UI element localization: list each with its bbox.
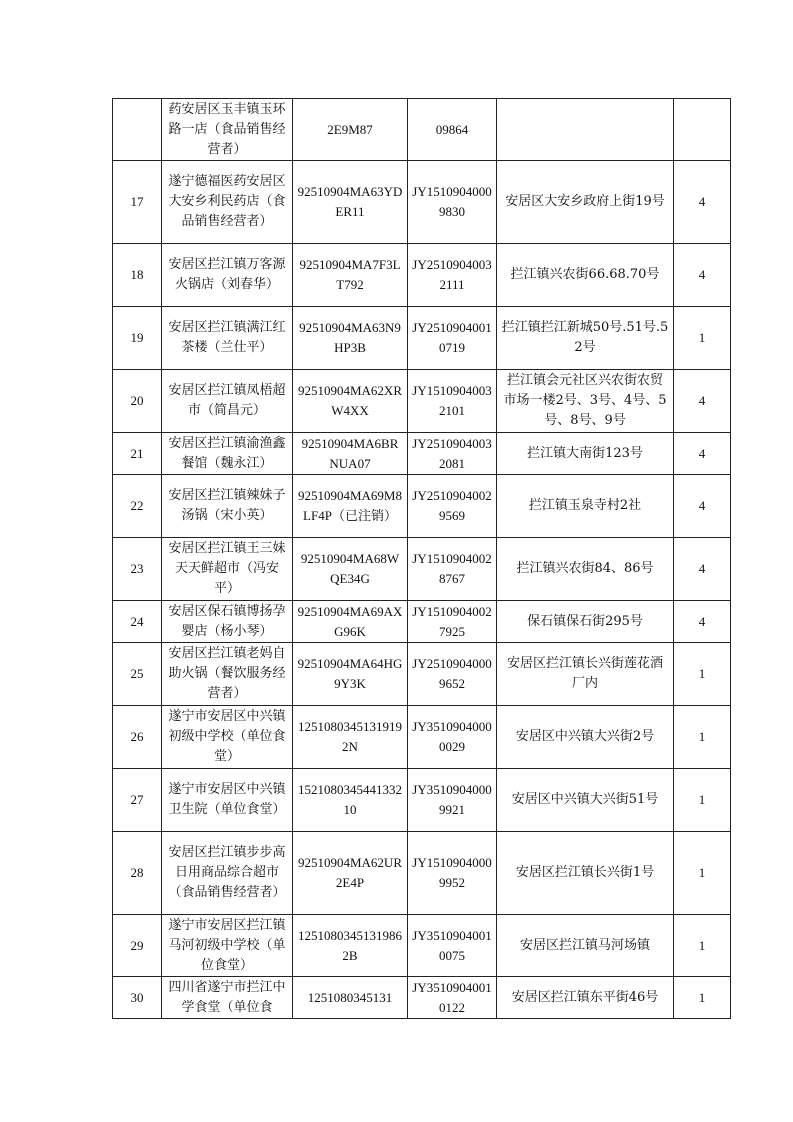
business-address-cell: 安居区中兴镇大兴街51号	[497, 769, 674, 832]
license-number-cell: 09864	[408, 99, 497, 161]
business-name-cell: 四川省遂宁市拦江中学食堂（单位食	[162, 977, 293, 1019]
table-row	[113, 706, 731, 769]
table-row	[113, 601, 731, 643]
item-count-cell: 1	[674, 769, 731, 832]
table-row	[113, 244, 731, 307]
credit-code-cell: 2E9M87	[293, 99, 408, 161]
license-number-cell: JY35109040010122	[408, 977, 497, 1019]
credit-code-cell: 92510904MA68WQE34G	[293, 538, 408, 601]
row-number-cell	[113, 99, 162, 161]
credit-code-cell: 92510904MA6BRNUA07	[293, 433, 408, 475]
table-row	[113, 643, 731, 706]
credit-code-cell: 92510904MA64HG9Y3K	[293, 643, 408, 706]
document-page	[112, 98, 722, 1019]
table-row	[113, 433, 731, 475]
license-number-cell: JY25109040032111	[408, 244, 497, 307]
credit-code-cell: 92510904MA69AXG96K	[293, 601, 408, 643]
business-address-cell: 拦江镇拦江新城50号.51号.52号	[497, 307, 674, 370]
business-address-cell: 拦江镇玉泉寺村2社	[497, 475, 674, 538]
item-count-cell: 4	[674, 370, 731, 433]
table-row	[113, 161, 731, 244]
item-count-cell: 1	[674, 915, 731, 977]
business-address-cell: 保石镇保石街295号	[497, 601, 674, 643]
business-address-cell: 拦江镇大南街123号	[497, 433, 674, 475]
business-name-cell: 遂宁市安居区中兴镇卫生院（单位食堂）	[162, 769, 293, 832]
business-address-cell: 拦江镇兴农街66.68.70号	[497, 244, 674, 307]
item-count-cell: 1	[674, 307, 731, 370]
item-count-cell: 1	[674, 977, 731, 1019]
business-name-cell: 遂宁德福医药安居区大安乡利民药店（食品销售经营者）	[162, 161, 293, 244]
license-number-cell: JY15109040032101	[408, 370, 497, 433]
business-address-cell: 安居区拦江镇长兴街1号	[497, 832, 674, 915]
row-number-cell: 23	[113, 538, 162, 601]
business-name-cell: 遂宁市安居区拦江镇马河初级中学校（单位食堂）	[162, 915, 293, 977]
item-count-cell: 1	[674, 643, 731, 706]
license-number-cell: JY35109040000029	[408, 706, 497, 769]
business-name-cell: 安居区拦江镇步步高日用商品综合超市（食品销售经营者）	[162, 832, 293, 915]
license-number-cell: JY25109040029569	[408, 475, 497, 538]
table-row	[113, 832, 731, 915]
table-row	[113, 370, 731, 433]
table-row	[113, 475, 731, 538]
license-number-cell: JY35109040010075	[408, 915, 497, 977]
license-number-cell: JY35109040009921	[408, 769, 497, 832]
business-name-cell: 安居区保石镇博扬孕婴店（杨小琴）	[162, 601, 293, 643]
table-row	[113, 915, 731, 977]
business-name-cell: 安居区拦江镇满江红茶楼（兰仕平）	[162, 307, 293, 370]
credit-code-cell: 152108034544133210	[293, 769, 408, 832]
business-address-cell: 安居区拦江镇长兴街莲花酒厂内	[497, 643, 674, 706]
credit-code-cell: 92510904MA69M8LF4P（已注销）	[293, 475, 408, 538]
business-address-cell	[497, 99, 674, 161]
credit-code-cell: 92510904MA62XRW4XX	[293, 370, 408, 433]
credit-code-cell: 12510803451319862B	[293, 915, 408, 977]
business-name-cell: 安居区拦江镇王三妹天天鲜超市（冯安平）	[162, 538, 293, 601]
credit-code-cell: 92510904MA62UR2E4P	[293, 832, 408, 915]
credit-code-cell: 92510904MA7F3LT792	[293, 244, 408, 307]
item-count-cell: 4	[674, 161, 731, 244]
table-row	[113, 977, 731, 1019]
table-row	[113, 769, 731, 832]
table-row	[113, 538, 731, 601]
row-number-cell: 18	[113, 244, 162, 307]
business-name-cell: 药安居区玉丰镇玉环路一店（食品销售经营者）	[162, 99, 293, 161]
license-register-table	[112, 98, 731, 1019]
row-number-cell: 17	[113, 161, 162, 244]
credit-code-cell: 12510803451319192N	[293, 706, 408, 769]
row-number-cell: 28	[113, 832, 162, 915]
row-number-cell: 19	[113, 307, 162, 370]
business-name-cell: 安居区拦江镇辣妹子汤锅（宋小英）	[162, 475, 293, 538]
business-name-cell: 安居区拦江镇万客源火锅店（刘春华）	[162, 244, 293, 307]
credit-code-cell: 1251080345131	[293, 977, 408, 1019]
license-number-cell: JY25109040032081	[408, 433, 497, 475]
row-number-cell: 27	[113, 769, 162, 832]
license-number-cell: JY25109040009652	[408, 643, 497, 706]
business-address-cell: 安居区大安乡政府上街19号	[497, 161, 674, 244]
row-number-cell: 24	[113, 601, 162, 643]
license-number-cell: JY15109040009830	[408, 161, 497, 244]
table-row	[113, 99, 731, 161]
business-address-cell: 拦江镇会元社区兴农街农贸市场一楼2号、3号、4号、5号、8号、9号	[497, 370, 674, 433]
business-name-cell: 安居区拦江镇渝渔鑫餐馆（魏永江）	[162, 433, 293, 475]
row-number-cell: 29	[113, 915, 162, 977]
business-name-cell: 安居区拦江镇凤梧超市（简昌元）	[162, 370, 293, 433]
row-number-cell: 30	[113, 977, 162, 1019]
business-name-cell: 安居区拦江镇老妈自助火锅（餐饮服务经营者）	[162, 643, 293, 706]
item-count-cell: 4	[674, 244, 731, 307]
item-count-cell: 1	[674, 706, 731, 769]
item-count-cell: 4	[674, 538, 731, 601]
credit-code-cell: 92510904MA63N9HP3B	[293, 307, 408, 370]
row-number-cell: 22	[113, 475, 162, 538]
row-number-cell: 26	[113, 706, 162, 769]
item-count-cell	[674, 99, 731, 161]
business-name-cell: 遂宁市安居区中兴镇初级中学校（单位食堂）	[162, 706, 293, 769]
business-address-cell: 拦江镇兴农街84、86号	[497, 538, 674, 601]
business-address-cell: 安居区拦江镇东平街46号	[497, 977, 674, 1019]
license-number-cell: JY15109040027925	[408, 601, 497, 643]
item-count-cell: 1	[674, 832, 731, 915]
business-address-cell: 安居区中兴镇大兴街2号	[497, 706, 674, 769]
row-number-cell: 20	[113, 370, 162, 433]
table-row	[113, 307, 731, 370]
business-address-cell: 安居区拦江镇马河场镇	[497, 915, 674, 977]
item-count-cell: 4	[674, 601, 731, 643]
row-number-cell: 21	[113, 433, 162, 475]
license-number-cell: JY25109040010719	[408, 307, 497, 370]
item-count-cell: 4	[674, 433, 731, 475]
license-number-cell: JY15109040028767	[408, 538, 497, 601]
license-number-cell: JY15109040009952	[408, 832, 497, 915]
item-count-cell: 4	[674, 475, 731, 538]
credit-code-cell: 92510904MA63YDER11	[293, 161, 408, 244]
row-number-cell: 25	[113, 643, 162, 706]
